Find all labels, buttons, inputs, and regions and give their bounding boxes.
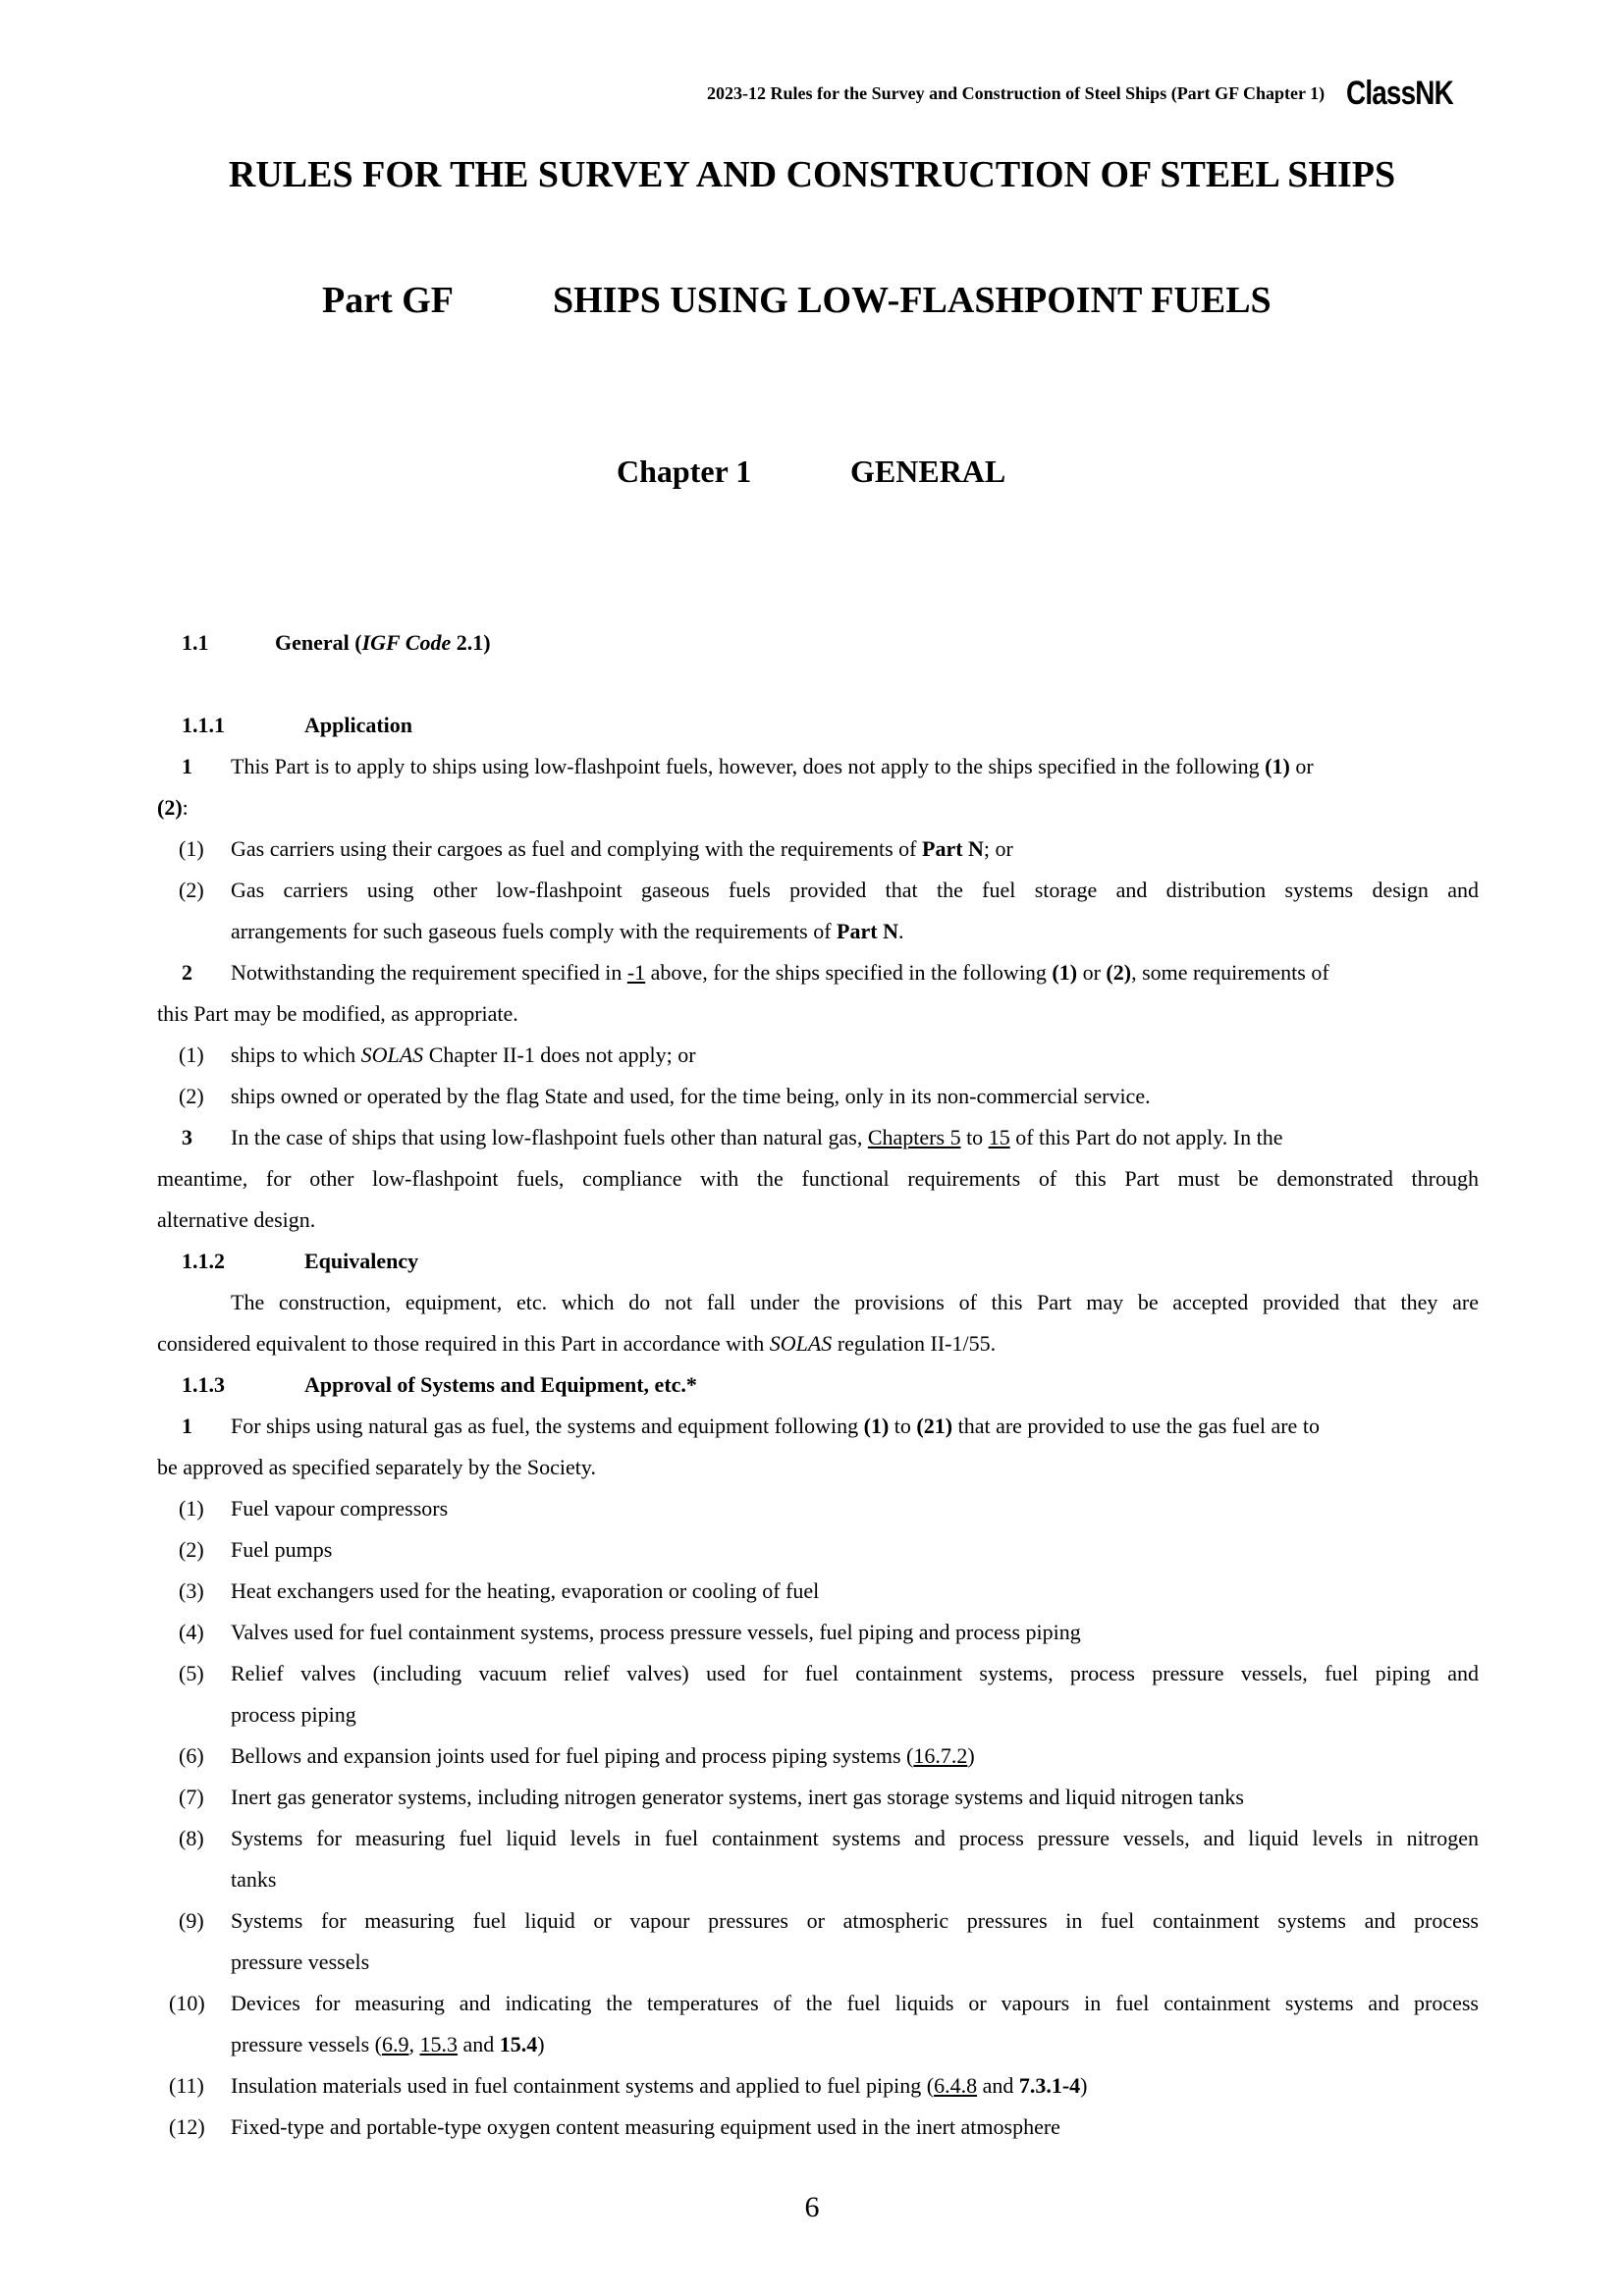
cross-reference-link[interactable]: 15 xyxy=(988,1125,1010,1149)
running-header xyxy=(707,75,1477,113)
cross-reference-link[interactable]: Chapters 5 xyxy=(867,1125,961,1149)
chapter-label: Chapter 1 xyxy=(617,454,752,489)
part-heading xyxy=(322,279,1272,322)
document-page: 2023-12 Rules for the Survey and Construction of Steel Ships (Part GF Chapter 1) ClassNK RULES FOR THE SURVEY AND CONSTRUCTION OF STEEL SHIPS Part GF SHIPS USING LOW-FLASHPOINT FUELS Chapter 1 GENERAL 1.1 General (IGF Code 2.1) 1.1.1 Application 1 This Part is to apply to ships using low-flashpoint fuels, however, does not apply to the ships specified in the following (1) or (2): (1) Gas carriers using their cargoes as fuel and complying with the requirements of Part N; or (2) Gas carriers using other low-flashpoint gaseous fuels provided that the fuel storage and distribution systems design and arrangements for such gaseous fuels comply with the requirements of Part N. 2 Notwithstanding the requirement specified in -1 above, for the ships specified in the following (1) or (2), some requirements of this Part may be modified, as appropriate. (1) ships to which SOLAS Chapter II-1 does not apply; or (2) ships owned or operated by the flag State and used, for the time being, only in its non-commercial service. 3 In the case of ships that using low-flashpoint fuels other than natural gas, Chapters 5 to 15 of this Part do not apply. In the meantime, for other low-flashpoint fuels, compliance with the functional requirements of this Part must be demonstrated through alternative design. 1.1.2 Equivalency The construction, equipment, etc. which do not fall under the provisions of this Part may be accepted provided that they are considered equivalent to those required in this Part in accordance with SOLAS regulation II-1/55. 1.1.3 Approval of Systems and Equipment, etc.* 1 For ships using natural gas as fuel, the systems and equipment following (1) to (21) that are provided to use the gas fuel are to be approved as specified separately by the Society. (1) Fuel vapour compressors (2) Fuel pumps (3) Heat exchangers used for the heating, evaporation or cooling of fuel (4) Valves used for fuel containment systems, process pressure vessels, fuel piping and process piping (5) Relief valves (including vacuum relief valves) used for fuel containment systems, process pressure vessels, fuel piping and process piping (6) Bellows and expansion joints used for fuel piping and process piping systems (16.7.2) (7) Inert gas generator systems, including nitrogen generator systems, inert gas storage systems and liquid nitrogen tanks (8) Systems for measuring fuel liquid levels in fuel containment systems and process pressure vessels, and liquid levels in nitrogen tanks (9) Systems for measuring fuel liquid or vapour pressures or atmospheric pressures in fuel containment systems and process pressure vessels (10) Devices for measuring and indicating the temperatures of the fuel liquids or vapours in fuel containment systems and process pressure vessels (6.9, 15.3 and 15.4) (11) Insulation materials used in fuel containment systems and applied to fuel piping (6.4.8 and 7.3.1-4) (12) Fixed-type and portable-type oxygen content measuring equipment used in the inert atmosphere 6 xyxy=(0,0,1624,2296)
page-number: 6 xyxy=(804,2191,820,2223)
running-title: 2023-12 Rules for the Survey and Construction of Steel Ships (Part GF Chapter 1) xyxy=(707,83,1326,103)
chapter-heading xyxy=(617,454,1005,490)
classnk-logo: ClassNK xyxy=(1346,75,1454,112)
section-title: Application xyxy=(304,713,413,737)
paragraph-number: 1 xyxy=(182,754,192,778)
chapter-name: GENERAL xyxy=(850,454,1006,489)
document-title: RULES FOR THE SURVEY AND CONSTRUCTION OF STEEL SHIPS xyxy=(228,154,1396,195)
cross-reference-link[interactable]: 6.4.8 xyxy=(934,2073,978,2098)
cross-reference-link[interactable]: 6.9 xyxy=(381,2032,409,2056)
part-name: SHIPS USING LOW-FLASHPOINT FUELS xyxy=(553,280,1272,321)
section-title: General (IGF Code 2.1) xyxy=(275,630,491,655)
cross-reference-link[interactable]: -1 xyxy=(626,960,646,985)
part-label: Part GF xyxy=(322,280,455,321)
section-number: 1.1 xyxy=(182,630,209,655)
cross-reference-link[interactable]: 15.3 xyxy=(419,2032,458,2056)
section-number: 1.1.1 xyxy=(182,713,225,737)
cross-reference-link[interactable]: 16.7.2 xyxy=(913,1743,968,1768)
